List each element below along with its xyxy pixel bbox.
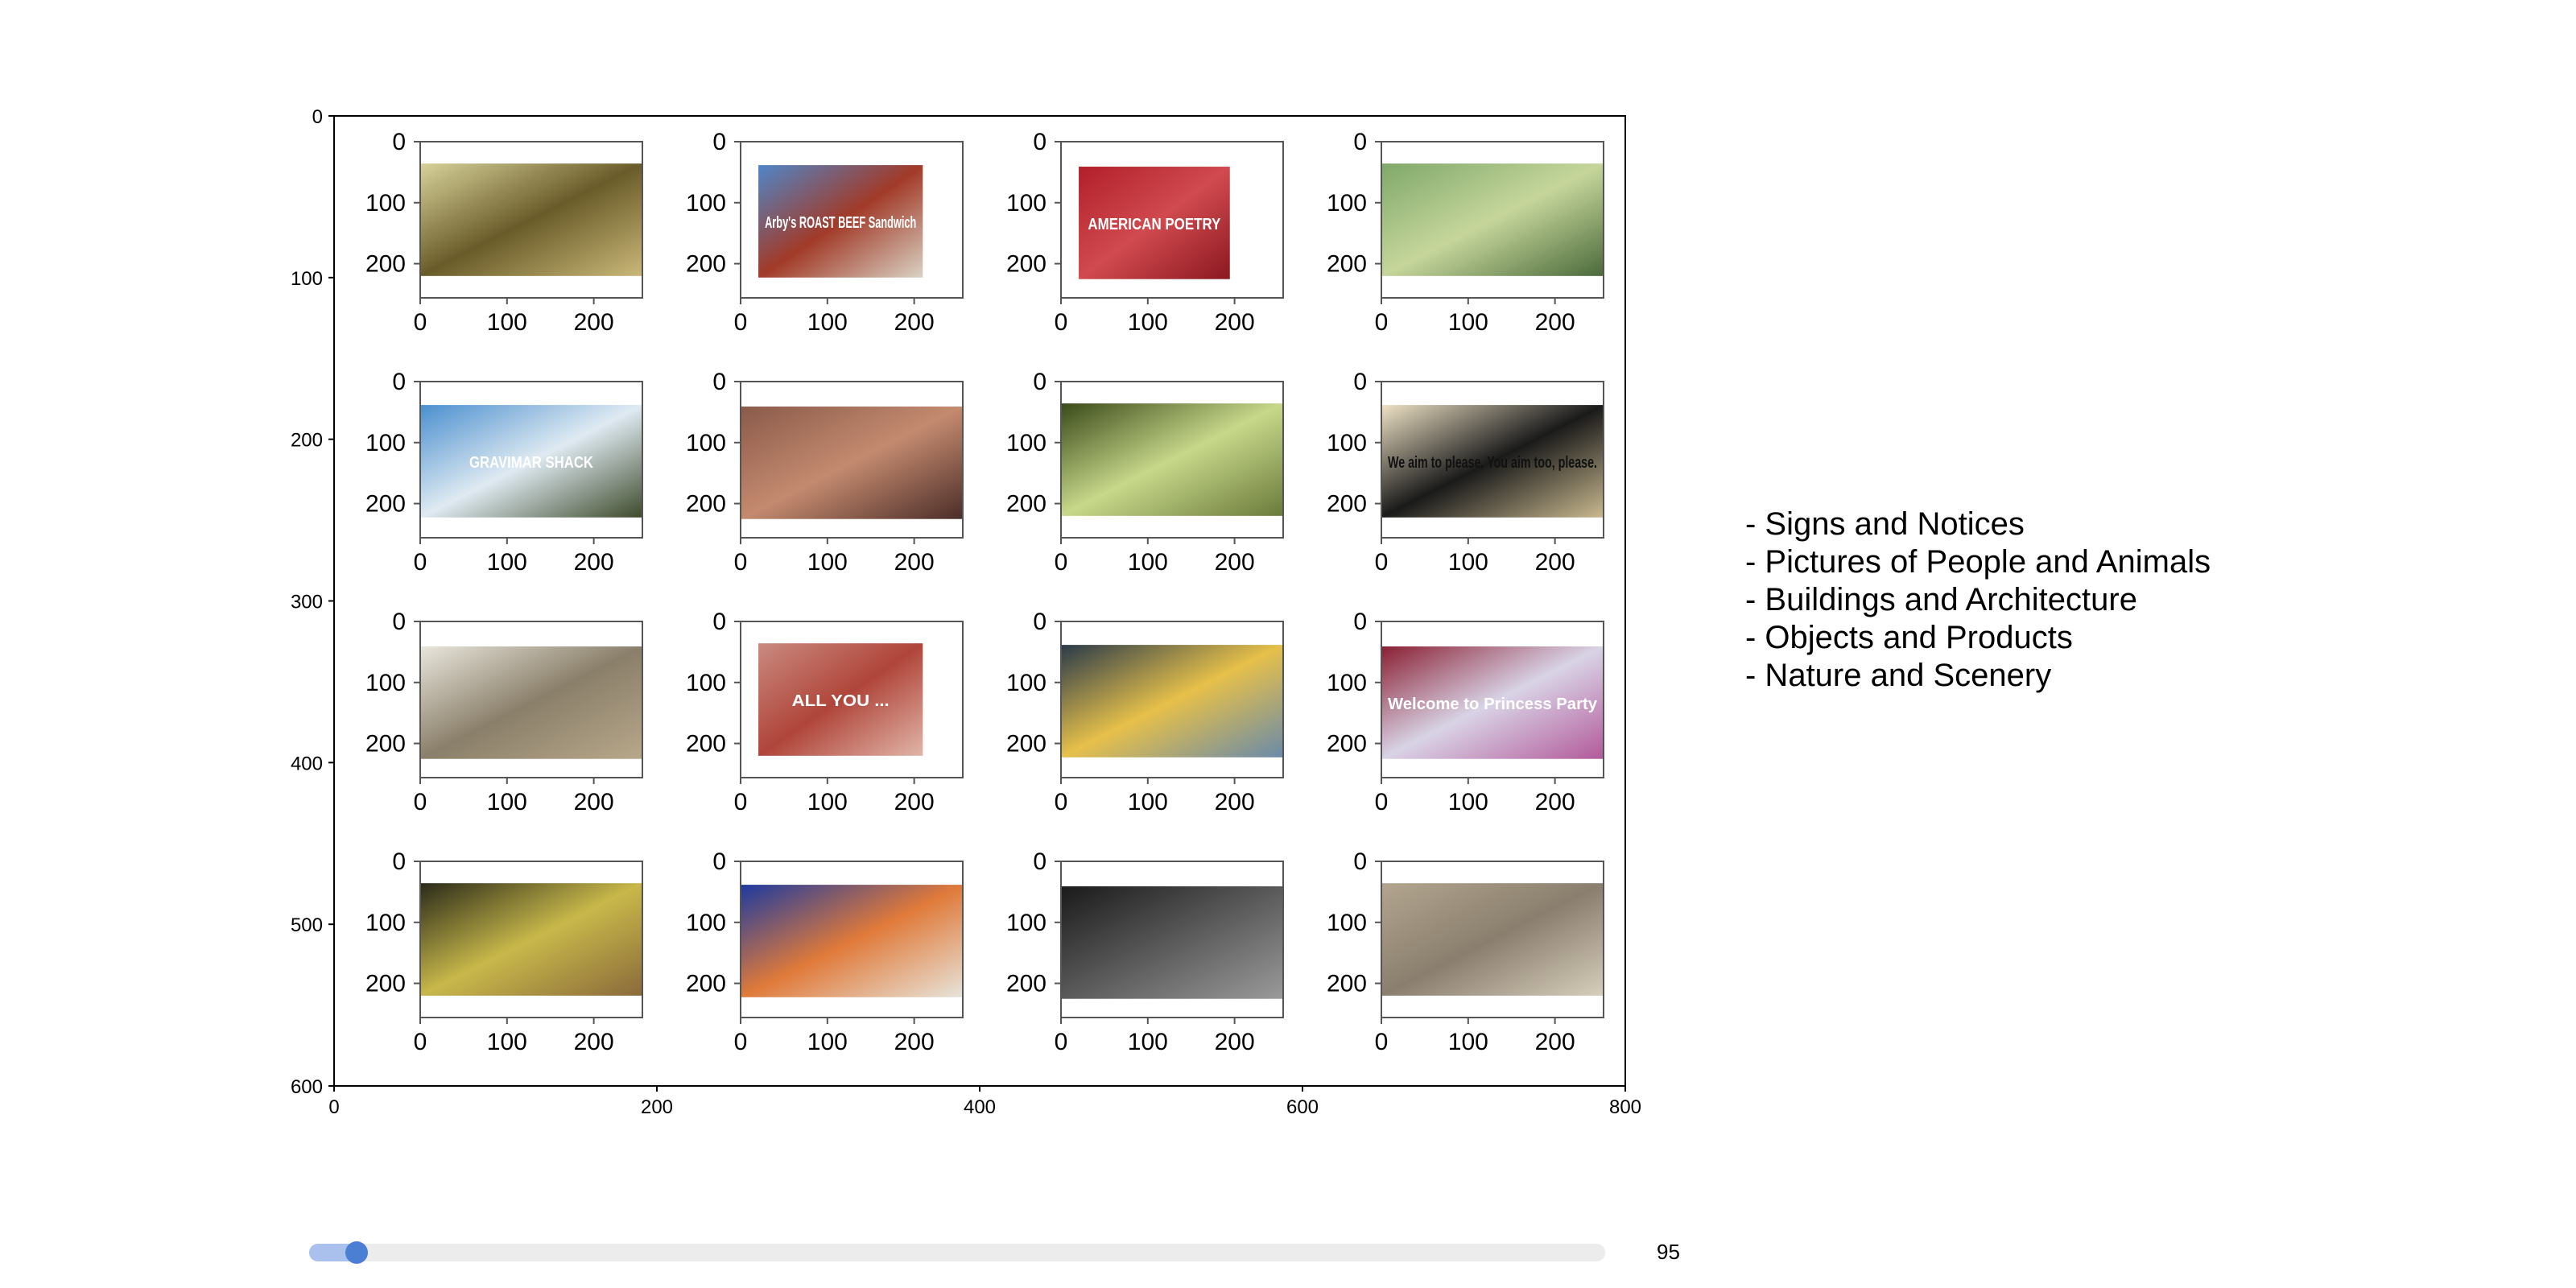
subplot-x-tick-label: 0 — [1054, 1029, 1068, 1055]
subplot-y-tick-label: 100 — [365, 429, 406, 456]
thumbnail-subplot — [1006, 129, 1283, 336]
subplot-y-tick-label: 0 — [712, 848, 726, 875]
subplot-y-tick-label: 100 — [685, 669, 726, 696]
subplot-y-tick-label: 200 — [685, 490, 726, 518]
subplot-x-tick-label: 0 — [733, 789, 748, 815]
subplot-x-tick-label: 100 — [1127, 789, 1168, 815]
thumbnail-subplot — [1327, 848, 1604, 1055]
subplot-y-tick-label: 200 — [365, 730, 406, 758]
american-poetry-book-image-text: AMERICAN POETRY — [1088, 215, 1221, 233]
subplot-x-tick-label: 0 — [413, 789, 427, 815]
subplot-x-tick-label: 100 — [1447, 309, 1488, 336]
subplot-x-tick-label: 0 — [1374, 1029, 1389, 1055]
thumbnail-subplot — [1327, 609, 1604, 815]
subplot-y-tick-label: 0 — [392, 129, 406, 155]
subplot-x-tick-label: 100 — [1127, 309, 1168, 336]
subplot-x-tick-label: 200 — [1214, 789, 1255, 815]
subplot-y-tick-label: 200 — [1005, 490, 1046, 518]
thumbnail-subplot — [1006, 369, 1283, 576]
princess-party-plate-image-text: Welcome to Princess Party — [1388, 695, 1598, 713]
subplot-x-tick-label: 200 — [894, 309, 935, 336]
subplot-y-tick-label: 0 — [392, 848, 406, 875]
subplot-x-tick-label: 100 — [486, 309, 527, 336]
subplot-y-tick-label: 0 — [1033, 129, 1046, 155]
subplot-y-tick-label: 0 — [1033, 609, 1046, 635]
subplot-x-tick-label: 0 — [1054, 309, 1068, 336]
subplot-y-tick-label: 100 — [1326, 429, 1367, 456]
subplot-x-tick-label: 0 — [1374, 789, 1389, 815]
subplot-y-tick-label: 100 — [1326, 189, 1367, 217]
subplot-x-tick-label: 100 — [486, 549, 527, 576]
subplot-x-tick-label: 200 — [894, 789, 935, 815]
index-slider[interactable] — [309, 1244, 1605, 1261]
man-at-exhibition-image — [420, 163, 642, 276]
subplot-y-tick-label: 200 — [1005, 250, 1046, 278]
subplot-y-tick-label: 100 — [685, 429, 726, 456]
subplot-y-tick-label: 100 — [365, 669, 406, 696]
thumbnail-subplot — [365, 129, 642, 336]
outer-y-tick-label: 100 — [290, 267, 323, 290]
subplot-y-tick-label: 0 — [1353, 129, 1367, 155]
outer-x-tick-label: 0 — [328, 1096, 340, 1118]
subplot-y-tick-label: 200 — [1005, 730, 1046, 758]
subplot-y-tick-label: 100 — [365, 189, 406, 217]
thumbnail-subplot — [365, 609, 642, 815]
lit-building-windows-image — [1061, 645, 1283, 758]
subplot-x-tick-label: 0 — [733, 1029, 748, 1055]
legend-item: - Signs and Notices — [1745, 506, 2025, 542]
outer-y-tick-label: 400 — [290, 753, 323, 775]
outer-x-tick-label: 200 — [640, 1096, 674, 1118]
outer-y-tick-label: 600 — [290, 1076, 323, 1098]
subplot-x-tick-label: 100 — [486, 1029, 527, 1055]
arbys-roast-beef-sign-image-text: Arby's ROAST BEEF Sandwich — [765, 213, 917, 232]
subplot-y-tick-label: 0 — [712, 129, 726, 155]
shoes-display-image — [420, 883, 642, 996]
subplot-x-tick-label: 0 — [1374, 309, 1389, 336]
subplot-x-tick-label: 200 — [1534, 789, 1575, 815]
gravimar-shack-sign-image-text: GRAVIMAR SHACK — [469, 453, 594, 472]
subplot-x-tick-label: 200 — [1214, 1029, 1255, 1055]
subplot-y-tick-label: 200 — [1326, 250, 1367, 278]
subplot-y-tick-label: 0 — [1033, 848, 1046, 875]
subplot-x-tick-label: 200 — [894, 549, 935, 576]
subplot-y-tick-label: 200 — [1326, 490, 1367, 518]
subplot-y-tick-label: 200 — [365, 250, 406, 278]
subplot-x-tick-label: 200 — [573, 549, 614, 576]
subplot-y-tick-label: 100 — [1326, 909, 1367, 936]
thumbnail-subplot — [686, 369, 963, 576]
legend-item: - Objects and Products — [1745, 620, 2073, 655]
slider-value: 95 — [1657, 1240, 1680, 1264]
we-aim-to-please-sign-image-text: We aim to please. You aim too, please. — [1388, 453, 1597, 472]
subplot-y-tick-label: 0 — [1353, 369, 1367, 395]
subplot-y-tick-label: 0 — [1033, 369, 1046, 395]
red-graffiti-wall-image-text: ALL YOU ... — [791, 692, 890, 710]
night-street-scene-image — [1061, 886, 1283, 999]
subplot-y-tick-label: 200 — [365, 970, 406, 997]
subplot-y-tick-label: 200 — [1005, 970, 1046, 997]
subplot-x-tick-label: 0 — [413, 549, 427, 576]
subplot-y-tick-label: 200 — [365, 490, 406, 518]
subplot-x-tick-label: 200 — [573, 789, 614, 815]
subplot-x-tick-label: 0 — [733, 309, 748, 336]
subplot-x-tick-label: 0 — [1374, 549, 1389, 576]
subplot-x-tick-label: 100 — [1447, 1029, 1488, 1055]
green-house-image — [1381, 163, 1604, 276]
subplot-x-tick-label: 100 — [486, 789, 527, 815]
thumbnail-subplot — [686, 609, 963, 815]
subplot-y-tick-label: 100 — [685, 909, 726, 936]
thumbnail-subplot — [1327, 369, 1604, 576]
subplot-y-tick-label: 100 — [1005, 189, 1046, 217]
subplot-x-tick-label: 200 — [1534, 309, 1575, 336]
thumbnail-subplot — [365, 369, 642, 576]
subplot-x-tick-label: 200 — [1214, 549, 1255, 576]
subplot-x-tick-label: 0 — [1054, 549, 1068, 576]
subplot-y-tick-label: 200 — [685, 250, 726, 278]
subplot-x-tick-label: 100 — [1127, 549, 1168, 576]
thumbnail-subplot — [1006, 848, 1283, 1055]
stone-foundation-image — [1381, 883, 1604, 996]
category-legend — [1745, 506, 2211, 695]
subplot-y-tick-label: 100 — [685, 189, 726, 217]
subplot-x-tick-label: 0 — [1054, 789, 1068, 815]
subplot-y-tick-label: 100 — [1326, 669, 1367, 696]
outer-x-tick-label: 800 — [1608, 1096, 1642, 1118]
paper-chart-in-hand-image — [420, 646, 642, 759]
outer-y-tick-label: 300 — [290, 591, 323, 613]
legend-item: - Buildings and Architecture — [1745, 582, 2137, 617]
thumbnail-subplot — [1327, 129, 1604, 336]
painted-fish-art-image — [741, 885, 963, 997]
subplot-x-tick-label: 0 — [733, 549, 748, 576]
subplot-x-tick-label: 200 — [1214, 309, 1255, 336]
thumbnail-subplot — [686, 848, 963, 1055]
thumbnail-subplot — [686, 129, 963, 336]
subplot-x-tick-label: 200 — [573, 1029, 614, 1055]
subplot-x-tick-label: 100 — [1127, 1029, 1168, 1055]
subplot-x-tick-label: 100 — [1447, 549, 1488, 576]
subplot-x-tick-label: 200 — [1534, 1029, 1575, 1055]
subplot-y-tick-label: 200 — [1326, 730, 1367, 758]
thumbnail-subplot — [365, 848, 642, 1055]
subplot-y-tick-label: 0 — [392, 369, 406, 395]
green-blurry-light-image — [1061, 403, 1283, 516]
legend-item: - Nature and Scenery — [1745, 658, 2052, 693]
subplot-x-tick-label: 0 — [413, 309, 427, 336]
subplot-y-tick-label: 0 — [712, 369, 726, 395]
subplot-y-tick-label: 0 — [392, 609, 406, 635]
subplot-y-tick-label: 200 — [1326, 970, 1367, 997]
slider-thumb[interactable] — [345, 1241, 368, 1264]
subplot-y-tick-label: 100 — [1005, 669, 1046, 696]
subplot-x-tick-label: 200 — [1534, 549, 1575, 576]
subplot-y-tick-label: 200 — [685, 970, 726, 997]
thumbnail-subplot — [1006, 609, 1283, 815]
subplot-y-tick-label: 0 — [1353, 609, 1367, 635]
outer-y-tick-label: 200 — [290, 429, 323, 452]
outer-x-tick-label: 400 — [963, 1096, 997, 1118]
carved-faces-image — [741, 407, 963, 519]
outer-y-tick-label: 500 — [290, 914, 323, 937]
subplot-x-tick-label: 200 — [573, 309, 614, 336]
subplot-y-tick-label: 100 — [1005, 909, 1046, 936]
outer-x-tick-label: 600 — [1286, 1096, 1319, 1118]
subplot-x-tick-label: 100 — [807, 549, 848, 576]
subplot-x-tick-label: 100 — [1447, 789, 1488, 815]
subplot-y-tick-label: 100 — [365, 909, 406, 936]
subplot-x-tick-label: 0 — [413, 1029, 427, 1055]
subplot-y-tick-label: 200 — [685, 730, 726, 758]
subplot-x-tick-label: 100 — [807, 789, 848, 815]
subplot-x-tick-label: 200 — [894, 1029, 935, 1055]
subplot-y-tick-label: 0 — [1353, 848, 1367, 875]
subplot-x-tick-label: 100 — [807, 1029, 848, 1055]
legend-item: - Pictures of People and Animals — [1745, 544, 2211, 580]
outer-y-tick-label: 0 — [312, 106, 323, 128]
subplot-x-tick-label: 100 — [807, 309, 848, 336]
subplot-y-tick-label: 100 — [1005, 429, 1046, 456]
subplot-y-tick-label: 0 — [712, 609, 726, 635]
